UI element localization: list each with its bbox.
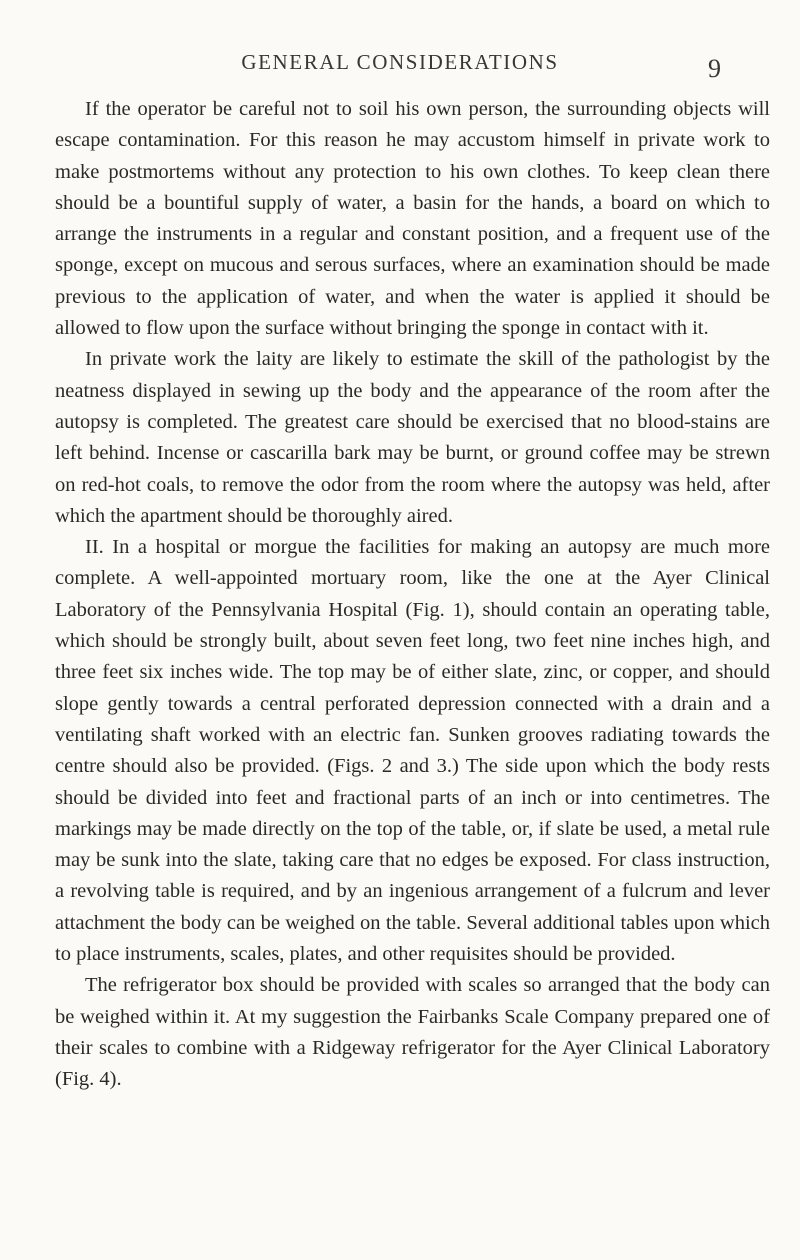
- paragraph-contamination: If the operator be careful not to soil his own person, the surrounding objects will escape contamination. For this reason he may accustom himself in private work to make postmortems without any protection to his own clothes. To keep clean there should be a bountiful supply of water, a basin for the hands, a board on which to arrange the instruments in a regular and constant position, and a frequent use of the sponge, except on mucous and serous surfaces, where an examination should be made previous to the application of water, and when the water is applied it should be allowed to flow upon the surface without bringing the sponge in contact with it.: [55, 98, 770, 340]
- paragraph-hospital-morgue: II. In a hospital or morgue the facilities for making an autopsy are much more complete. A well-appointed mortuary room, like the one at the Ayer Clinical Laboratory of the Pennsylvania Hospital (Fig. 1), should contain an operating table, which should be strongly built, about seven feet long, two feet nine inches high, and three feet six inches wide. The top may be of either slate, zinc, or copper, and should slope gently towards a central perforated depression connected with a drain and a ventilating shaft worked with an electric fan. Sunken grooves radiating towards the centre should also be provided. (Figs. 2 and 3.) The side upon which the body rests should be divided into feet and fractional parts of an inch or into centimetres. The markings may be made directly on the top of the table, or, if slate be used, a metal rule may be sunk into the slate, taking care that no edges be exposed. For class instruction, a revolving table is required, and by an ingenious arrangement of a fulcrum and lever attachment the body can be weighed on the table. Several additional tables upon which to place instruments, scales, plates, and other requisites should be provided.: [55, 536, 770, 966]
- paragraph-private-work: In private work the laity are likely to estimate the skill of the pathologist by the neatness displayed in sewing up the body and the appearance of the room after the autopsy is completed. The greatest care should be exercised that no blood-stains are left behind. Incense or cascarilla bark may be burnt, or ground coffee may be strewn on red-hot coals, to remove the odor from the room where the autopsy was held, after which the apartment should be thoroughly aired.: [55, 348, 770, 527]
- running-head: [0, 50, 800, 83]
- running-title: GENERAL CONSIDERATIONS: [241, 50, 559, 74]
- body-text: [55, 94, 770, 1096]
- page-number: 9: [708, 54, 721, 83]
- paragraph-refrigerator: The refrigerator box should be provided with scales so arranged that the body can be weighed within it. At my suggestion the Fairbanks Scale Company prepared one of their scales to combine with a Ridgeway refrigerator for the Ayer Clinical Laboratory (Fig. 4).: [55, 974, 770, 1091]
